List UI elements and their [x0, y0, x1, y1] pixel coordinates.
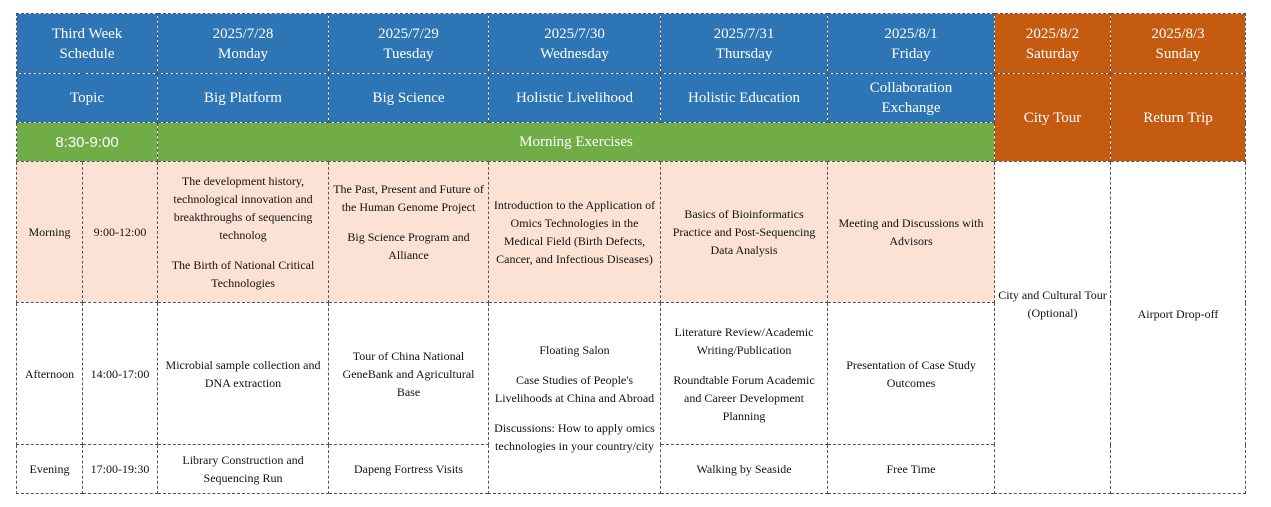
morning-thu: Basics of Bioinformatics Practice and Post-Sequencing Data Analysis: [661, 162, 828, 303]
topic-label: Topic: [17, 74, 158, 123]
topic-tue: Big Science: [329, 74, 489, 123]
day-date: 2025/8/1: [884, 25, 938, 42]
afternoon-wed-session-1: Floating Salon: [539, 343, 610, 357]
day-weekday: Friday: [891, 45, 931, 62]
morning-fri: Meeting and Discussions with Advisors: [828, 162, 995, 303]
schedule-title-line2: Schedule: [59, 45, 115, 62]
morning-tue-session-2: Big Science Program and Alliance: [347, 230, 470, 262]
exercise-label: Morning Exercises: [158, 123, 995, 162]
day-date: 2025/7/28: [212, 25, 274, 42]
topic-wed: Holistic Livelihood: [489, 74, 661, 123]
day-header-fri: [828, 14, 995, 74]
header-row: [17, 14, 1246, 74]
afternoon-thu: [661, 303, 828, 445]
morning-label: Morning: [17, 162, 83, 303]
evening-label: Evening: [17, 445, 83, 494]
afternoon-mon: Microbial sample collection and DNA extraction: [158, 303, 329, 445]
day-weekday: Sunday: [1155, 45, 1201, 62]
day-date: 2025/7/31: [713, 25, 775, 42]
evening-tue: Dapeng Fortress Visits: [329, 445, 489, 494]
schedule-table: [16, 13, 1246, 494]
evening-mon: Library Construction and Sequencing Run: [158, 445, 329, 494]
exercise-time: 8:30-9:00: [17, 123, 158, 162]
topic-fri: [828, 74, 995, 123]
morning-tue-session-1: The Past, Present and Future of the Human Genome Project: [333, 182, 484, 214]
morning-time: 9:00-12:00: [83, 162, 158, 303]
afternoon-wed-session-3: Discussions: How to apply omics technologies in your country/city: [494, 421, 655, 453]
topic-fri-line1: Collaboration: [869, 80, 953, 96]
afternoon-label: Afternoon: [17, 303, 83, 445]
morning-row: [17, 162, 1246, 303]
afternoon-time: 14:00-17:00: [83, 303, 158, 445]
morning-mon-session-1: The development history, technological innovation and breakthroughs of sequencing technolog: [173, 174, 313, 242]
morning-tue: [329, 162, 489, 303]
afternoon-sun: Airport Drop-off: [1111, 162, 1246, 494]
day-weekday: Monday: [218, 45, 269, 62]
afternoon-thu-session-2: Roundtable Forum Academic and Career Development Planning: [673, 372, 815, 423]
afternoon-sat: City and Cultural Tour (Optional): [995, 162, 1111, 494]
day-date: 2025/8/3: [1151, 25, 1205, 42]
schedule-title-cell: [17, 14, 158, 74]
topic-fri-line2: Exchange: [881, 100, 941, 116]
day-date: 2025/7/29: [378, 25, 439, 42]
topic-mon: Big Platform: [158, 74, 329, 123]
day-header-wed: [489, 14, 661, 74]
day-date: 2025/7/30: [544, 25, 605, 42]
topic-sat: City Tour: [995, 74, 1111, 162]
afternoon-wed-session-2: Case Studies of People's Livelihoods at China and Abroad: [494, 373, 655, 405]
day-header-sat: [995, 14, 1111, 74]
day-weekday: Wednesday: [540, 45, 609, 62]
day-weekday: Saturday: [1025, 45, 1080, 62]
schedule-title-line1: Third Week: [51, 25, 123, 42]
morning-wed: Introduction to the Application of Omics Technologies in the Medical Field (Birth Defects, Cancer, and Infectious Diseases): [489, 162, 661, 303]
afternoon-thu-session-1: Literature Review/Academic Writing/Publication: [674, 324, 814, 357]
day-weekday: Thursday: [715, 45, 773, 62]
afternoon-fri: Presentation of Case Study Outcomes: [828, 303, 995, 445]
morning-mon: [158, 162, 329, 303]
day-date: 2025/8/2: [1025, 25, 1080, 42]
day-header-thu: [661, 14, 828, 74]
afternoon-wed: [489, 303, 661, 494]
topic-sun: Return Trip: [1111, 74, 1246, 162]
evening-fri: Free Time: [828, 445, 995, 494]
afternoon-tue: Tour of China National GeneBank and Agricultural Base: [329, 303, 489, 445]
topic-thu: Holistic Education: [661, 74, 828, 123]
morning-mon-session-2: The Birth of National Critical Technologies: [171, 258, 315, 290]
evening-time: 17:00-19:30: [83, 445, 158, 494]
day-header-mon: [158, 14, 329, 74]
day-header-sun: [1111, 14, 1246, 74]
evening-thu: Walking by Seaside: [661, 445, 828, 494]
day-weekday: Tuesday: [383, 45, 434, 62]
topic-row: [17, 74, 1246, 123]
day-header-tue: [329, 14, 489, 74]
